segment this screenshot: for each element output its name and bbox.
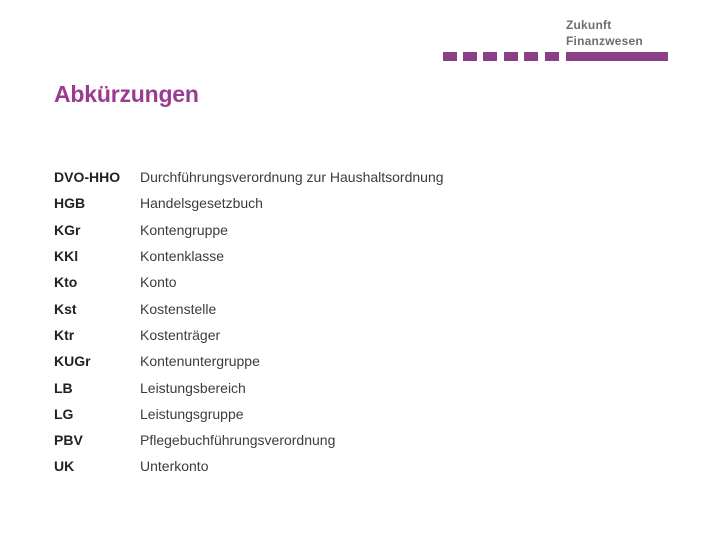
logo-square <box>504 52 518 61</box>
list-item <box>54 190 444 216</box>
abbreviation: HGB <box>54 195 86 212</box>
logo-text <box>566 17 643 49</box>
abbreviation: LB <box>54 379 73 396</box>
abbreviation: Ktr <box>54 326 75 343</box>
abbreviation-description: Kontenuntergruppe <box>140 353 260 370</box>
abbreviation: PBV <box>54 432 83 449</box>
abbreviation: UK <box>54 458 75 475</box>
list-item <box>54 322 444 348</box>
abbreviation: LG <box>54 405 74 422</box>
abbreviation-description: Kontengruppe <box>140 221 228 238</box>
abbreviation-description: Kostenstelle <box>140 300 217 317</box>
abbreviation: KKl <box>54 248 79 265</box>
list-item <box>54 374 444 400</box>
logo-line-2: Finanzwesen <box>566 34 643 48</box>
logo-line-1: Zukunft <box>566 18 612 32</box>
list-item <box>54 217 444 243</box>
logo-square <box>545 52 559 61</box>
list-item <box>54 401 444 427</box>
logo-bar <box>566 52 668 61</box>
logo-square <box>463 52 477 61</box>
abbreviation-description: Leistungsgruppe <box>140 405 244 422</box>
logo-square <box>483 52 497 61</box>
abbreviation-description: Handelsgesetzbuch <box>140 195 263 212</box>
logo-square <box>524 52 538 61</box>
abbreviation: Kto <box>54 274 78 291</box>
abbreviation: Kst <box>54 300 77 317</box>
abbreviation: KGr <box>54 221 81 238</box>
list-item <box>54 295 444 321</box>
abbreviation-description: Konto <box>140 274 177 291</box>
list-item <box>54 348 444 374</box>
list-item <box>54 164 444 190</box>
abbreviation-description: Pflegebuchführungsverordnung <box>140 432 336 449</box>
list-item <box>54 453 444 479</box>
abbreviation-description: Kostenträger <box>140 326 221 343</box>
abbreviation: KUGr <box>54 353 91 370</box>
abbreviation-description: Unterkonto <box>140 458 209 475</box>
list-item <box>54 269 444 295</box>
list-item <box>54 243 444 269</box>
list-item <box>54 427 444 453</box>
abbreviation-description: Kontenklasse <box>140 248 225 265</box>
abbreviation-description: Leistungsbereich <box>140 379 246 396</box>
logo-square <box>443 52 457 61</box>
page-title: Abkürzungen <box>54 81 199 107</box>
abbreviation: DVO-HHO <box>54 169 121 186</box>
abbreviation-list <box>54 164 444 480</box>
abbreviation-description: Durchführungsverordnung zur Haushaltsordnung <box>140 169 444 186</box>
